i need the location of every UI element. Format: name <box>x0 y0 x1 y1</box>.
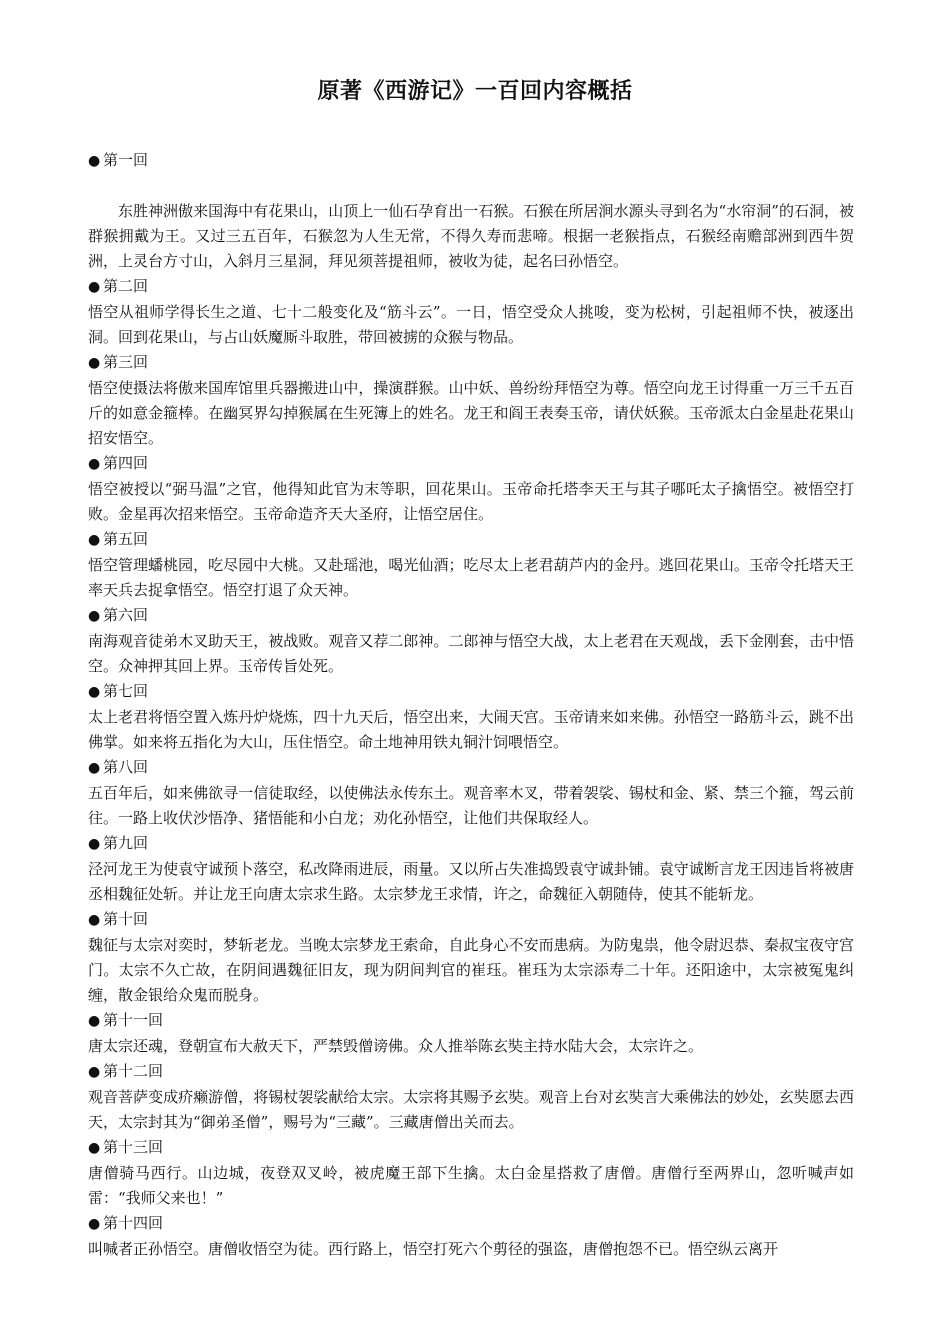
chapter-text-1: 东胜神洲傲来国海中有花果山，山顶上一仙石孕育出一石猴。石猴在所居涧水源头寻到名为“水帘洞”的石洞，被群猴拥戴为王。又过三五百年，石猴忽为人生无常，不得久寿而悲啼。根据一老猴指点，石猴经南赡部洲到西牛贺洲，上灵台方寸山，入斜月三星洞，拜见须菩提祖师，被收为徒，起名曰孙悟空。 <box>88 202 854 270</box>
chapter-text-11: 唐太宗还魂，登朝宣布大赦天下，严禁毁僧谤佛。众人推举陈玄奘主持水陆大会，太宗许之。 <box>88 1037 704 1055</box>
chapter-heading-13 <box>88 1135 854 1161</box>
chapter-heading-9 <box>88 831 854 857</box>
chapter-heading-label: 第十三回 <box>103 1138 164 1156</box>
chapter-text-3: 悟空使摄法将傲来国库馆里兵器搬进山中，操演群猴。山中妖、兽纷纷拜悟空为尊。悟空向龙王讨得重一万三千五百斤的如意金箍棒。在幽冥界勾掉猴属在生死簿上的姓名。龙王和阎王表奏玉帝，请伏妖猴。玉帝派太白金星赴花果山招安悟空。 <box>88 379 854 447</box>
bullet-icon: ● <box>88 279 101 295</box>
chapter-heading-label: 第八回 <box>103 758 149 776</box>
bullet-icon: ● <box>88 836 101 852</box>
chapter-heading-11 <box>88 1008 854 1034</box>
chapter-heading-label: 第三回 <box>103 353 149 371</box>
bullet-icon: ● <box>88 1064 101 1080</box>
chapter-text-8: 五百年后，如来佛欲寻一信徒取经，以使佛法永传东土。观音率木叉，带着袈裟、锡杖和金、紧、禁三个箍，驾云前往。一路上收伏沙悟净、猪悟能和小白龙；劝化孙悟空，让他们共保取经人。 <box>88 784 854 827</box>
chapter-text-4: 悟空被授以“弼马温”之官，他得知此官为末等职，回花果山。玉帝命托塔李天王与其子哪吒太子擒悟空。被悟空打败。金星再次招来悟空。玉帝命造齐天大圣府，让悟空居住。 <box>88 480 854 523</box>
chapter-heading-label: 第九回 <box>103 834 149 852</box>
chapter-heading-label: 第十二回 <box>103 1062 164 1080</box>
chapter-heading-label: 第五回 <box>103 530 149 548</box>
chapter-text-13: 唐僧骑马西行。山边城，夜登双叉岭，被虎魔王部下生擒。太白金星搭救了唐僧。唐僧行至两界山，忽听喊声如雷：“我师父来也！” <box>88 1164 854 1207</box>
chapter-heading-3 <box>88 350 854 376</box>
chapter-heading-8 <box>88 755 854 781</box>
chapter-heading-4 <box>88 451 854 477</box>
bullet-icon: ● <box>88 760 101 776</box>
chapter-heading-6 <box>88 603 854 629</box>
chapter-heading-label: 第十回 <box>103 910 149 928</box>
chapter-heading-label: 第七回 <box>103 682 149 700</box>
bullet-icon: ● <box>88 608 101 624</box>
chapter-heading-2 <box>88 274 854 300</box>
bullet-icon: ● <box>88 912 101 928</box>
chapter-heading-14 <box>88 1211 854 1237</box>
bullet-icon: ● <box>88 684 101 700</box>
chapter-heading-12 <box>88 1059 854 1085</box>
chapter-text-9: 泾河龙王为使袁守诚预卜落空，私改降雨进辰，雨量。又以所占失准捣毁袁守诚卦铺。袁守诚断言龙王因违旨将被唐丞相魏征处斩。并让龙王向唐太宗求生路。太宗梦龙王求情，许之，命魏征入朝随侍，使其不能斩龙。 <box>88 860 854 903</box>
chapter-text-7: 太上老君将悟空置入炼丹炉烧炼，四十九天后，悟空出来，大闹天宫。玉帝请来如来佛。孙悟空一路筋斗云，跳不出佛掌。如来将五指化为大山，压住悟空。命土地神用铁丸铜汁饲喂悟空。 <box>88 708 854 751</box>
bullet-icon: ● <box>88 153 101 169</box>
document-title: 原著《西游记》一百回内容概括 <box>317 79 633 104</box>
chapter-text-2: 悟空从祖师学得长生之道、七十二般变化及“筋斗云”。一日，悟空受众人挑唆，变为松树，引起祖师不快，被逐出洞。回到花果山，与占山妖魔厮斗取胜，带回被掳的众猴与物品。 <box>88 303 854 346</box>
chapter-heading-7 <box>88 679 854 705</box>
chapter-text-14: 叫喊者正孙悟空。唐僧收悟空为徒。西行路上，悟空打死六个剪径的强盗，唐僧抱怨不已。悟空纵云离开 <box>88 1240 779 1258</box>
chapter-heading-label: 第六回 <box>103 606 149 624</box>
chapter-text-6: 南海观音徒弟木叉助天王，被战败。观音又荐二郎神。二郎神与悟空大战，太上老君在天观战，丢下金刚套，击中悟空。众神押其回上界。玉帝传旨处死。 <box>88 632 854 675</box>
bullet-icon: ● <box>88 532 101 548</box>
bullet-icon: ● <box>88 1140 101 1156</box>
bullet-icon: ● <box>88 456 101 472</box>
document-body <box>88 148 854 1262</box>
chapter-text-12: 观音菩萨变成疥癞游僧，将锡杖袈裟献给太宗。太宗将其赐予玄奘。观音上台对玄奘言大乘佛法的妙处，玄奘愿去西天，太宗封其为“御弟圣僧”，赐号为“三藏”。三藏唐僧出关而去。 <box>88 1088 854 1131</box>
chapter-text-10: 魏征与太宗对奕时，梦斩老龙。当晚太宗梦龙王索命，自此身心不安而患病。为防鬼祟，他令尉迟恭、秦叔宝夜守宫门。太宗不久亡故，在阴间遇魏征旧友，现为阴间判官的崔珏。崔珏为太宗添寿二十年。还阳途中，太宗被冤鬼纠缠，散金银给众鬼而脱身。 <box>88 936 854 1004</box>
chapter-heading-label: 第一回 <box>103 151 149 169</box>
chapter-heading-label: 第四回 <box>103 454 149 472</box>
chapter-heading-5 <box>88 527 854 553</box>
bullet-icon: ● <box>88 355 101 371</box>
chapter-text-5: 悟空管理蟠桃园，吃尽园中大桃。又赴瑶池，喝光仙酒；吃尽太上老君葫芦内的金丹。逃回花果山。玉帝令托塔天王率天兵去捉拿悟空。悟空打退了众天神。 <box>88 556 854 599</box>
chapter-heading-label: 第二回 <box>103 277 149 295</box>
bullet-icon: ● <box>88 1013 101 1029</box>
chapter-heading-label: 第十四回 <box>103 1214 164 1232</box>
chapter-heading-10 <box>88 907 854 933</box>
chapter-heading-label: 第十一回 <box>103 1011 164 1029</box>
bullet-icon: ● <box>88 1216 101 1232</box>
chapter-heading-1 <box>88 148 854 174</box>
